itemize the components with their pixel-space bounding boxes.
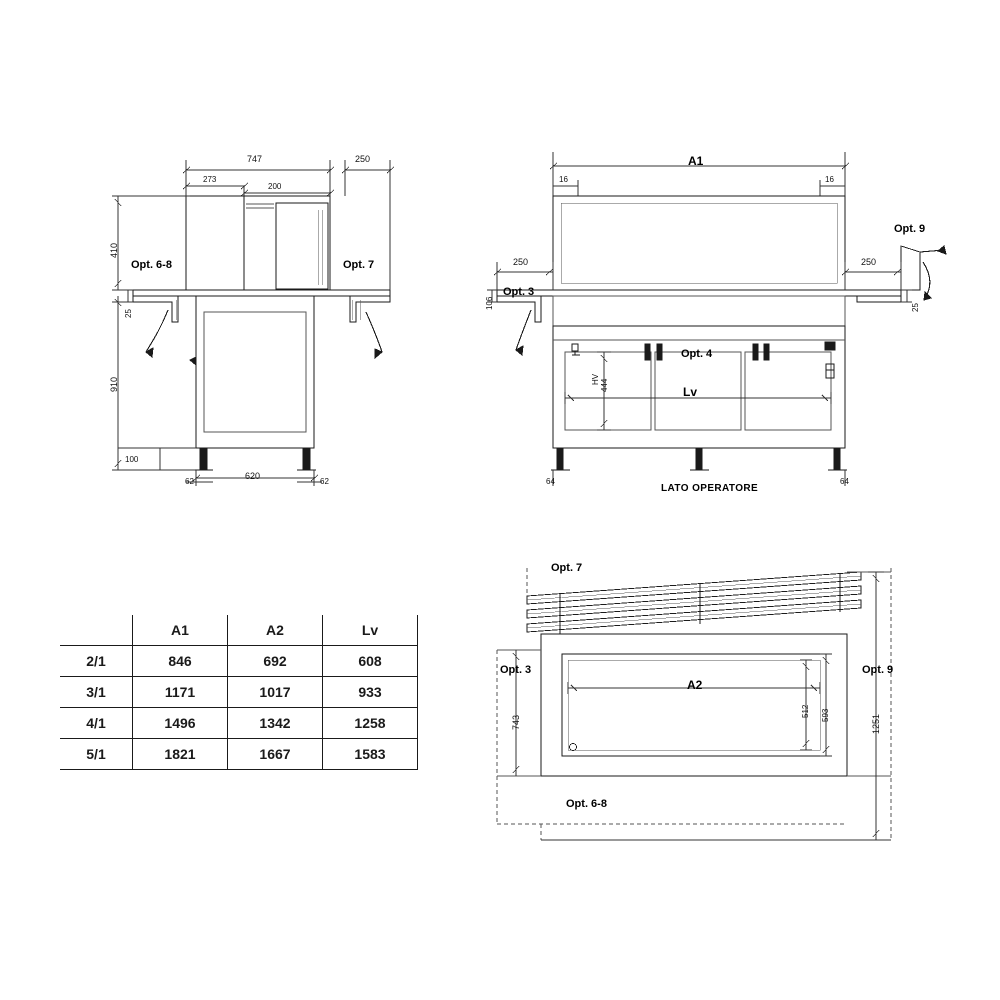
dim-front-foot-right-64: 64	[840, 477, 849, 486]
table-row	[60, 677, 418, 708]
dim-side-910: 910	[109, 376, 119, 392]
table-cell-a2: 1017	[228, 677, 323, 708]
table-cell-lv: 933	[323, 677, 418, 708]
dim-side-273: 273	[203, 175, 217, 184]
dim-plan-a2: A2	[687, 678, 703, 692]
table-cell-a1: 1821	[133, 739, 228, 770]
table-cell-lv: 608	[323, 646, 418, 677]
dim-front-foot-left-64: 64	[546, 477, 555, 486]
label-opt-6-8-plan: Opt. 6-8	[566, 798, 607, 810]
table-row	[60, 646, 418, 677]
label-lato-operatore: LATO OPERATORE	[661, 483, 759, 494]
dim-side-410: 410	[109, 242, 119, 258]
label-opt-7-side: Opt. 7	[343, 259, 375, 271]
dim-side-total-747: 747	[247, 154, 263, 164]
dim-side-foot-left-62: 62	[185, 477, 194, 486]
dim-plan-743: 743	[511, 714, 521, 730]
dim-side-100: 100	[125, 455, 139, 464]
dim-front-hv-value: 444	[600, 378, 609, 392]
dim-plan-1251: 1251	[871, 713, 881, 734]
table-cell-a1: 1496	[133, 708, 228, 739]
table-cell-lv: 1583	[323, 739, 418, 770]
label-opt-6-8-side: Opt. 6-8	[131, 259, 172, 271]
dim-front-106: 106	[485, 296, 494, 310]
label-opt-7-plan: Opt. 7	[551, 562, 583, 574]
table-cell-lv: 1258	[323, 708, 418, 739]
dimension-table	[60, 615, 418, 770]
label-opt-3-front: Opt. 3	[503, 286, 535, 298]
dim-plan-593: 593	[821, 708, 830, 722]
table-cell-a2: 1342	[228, 708, 323, 739]
table-row-label: 3/1	[60, 677, 133, 708]
dim-front-right-16: 16	[825, 175, 834, 184]
table-cell-a2: 1667	[228, 739, 323, 770]
table-header-a2: A2	[228, 615, 323, 646]
dim-front-shelf-left-250: 250	[513, 257, 529, 267]
dim-front-left-16: 16	[559, 175, 568, 184]
table-header-row	[60, 615, 418, 646]
dim-front-a1: A1	[688, 154, 704, 168]
table-cell-a1: 1171	[133, 677, 228, 708]
table-cell-a1: 846	[133, 646, 228, 677]
table-header-a1: A1	[133, 615, 228, 646]
dim-side-200: 200	[268, 182, 282, 191]
label-opt-9-plan: Opt. 9	[862, 664, 894, 676]
dim-front-25: 25	[911, 303, 920, 312]
label-opt-9-front: Opt. 9	[894, 223, 926, 235]
table-row-label: 2/1	[60, 646, 133, 677]
table-row	[60, 739, 418, 770]
dim-side-620: 620	[245, 471, 261, 481]
label-opt-3-plan: Opt. 3	[500, 664, 532, 676]
dim-front-hv-label: HV	[591, 373, 600, 385]
dim-plan-512: 512	[801, 704, 810, 718]
table-row	[60, 708, 418, 739]
dim-side-25: 25	[124, 309, 133, 318]
table-row-label: 5/1	[60, 739, 133, 770]
table-row-label: 4/1	[60, 708, 133, 739]
dim-side-foot-right-62: 62	[320, 477, 329, 486]
table-corner-cell	[60, 615, 133, 646]
table-header-lv: Lv	[323, 615, 418, 646]
label-opt-4-front: Opt. 4	[681, 348, 713, 360]
table-cell-a2: 692	[228, 646, 323, 677]
dim-side-250: 250	[355, 154, 371, 164]
dim-front-lv: Lv	[683, 385, 698, 399]
dim-front-shelf-right-250: 250	[861, 257, 877, 267]
